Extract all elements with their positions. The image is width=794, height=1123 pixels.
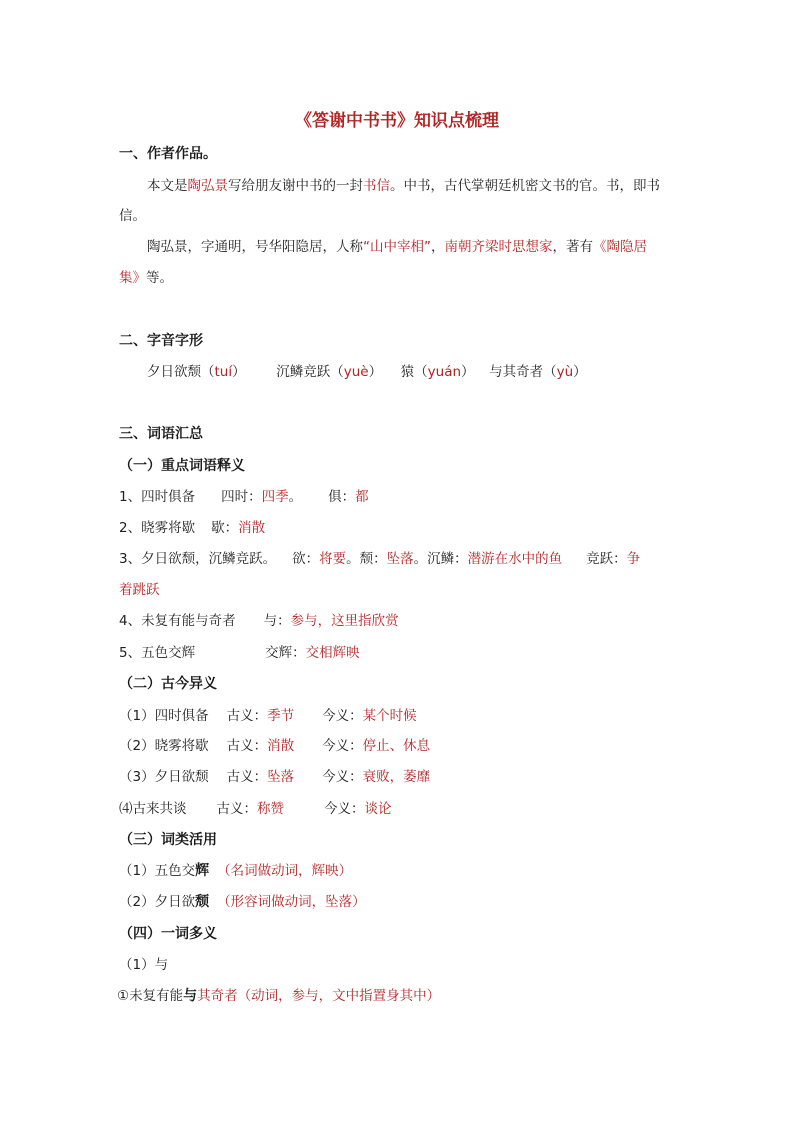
paragraph-line: 信。: [119, 208, 146, 224]
section-heading-vocabulary: 三、词语汇总: [119, 426, 203, 442]
section-heading-pronunciation: 二、字音字形: [119, 333, 203, 349]
paragraph-line: 本文是陶弘景写给朋友谢中书的一封书信。中书，古代掌朝廷机密文书的官。书，即书: [147, 178, 660, 194]
list-item: 4、未复有能与奇者 与：参与，这里指欣赏: [119, 613, 399, 629]
list-item: 2、晓雾将歇 歇：消散: [119, 520, 266, 536]
list-item: ⑷古来共谈 古义：称赞 今义：谈论: [119, 801, 392, 817]
list-item-continuation: 着跳跃: [119, 582, 160, 598]
list-item: （1）四时俱备 古义：季节 今义：某个时候: [119, 708, 417, 724]
list-item: （1）五色交辉 （名词做动词，辉映）: [119, 863, 353, 879]
subheading-word-class: （三）词类活用: [119, 832, 217, 848]
list-item: （1）与: [119, 957, 169, 973]
page-title: 《答谢中书书》知识点梳理: [295, 111, 499, 131]
list-item: 3、夕日欲颓，沉鳞竞跃。 欲：将要。颓：坠落。沉鳞：潜游在水中的鱼 竞跃：争: [119, 551, 641, 567]
list-item: ①未复有能与其奇者（动词，参与，文中指置身其中）: [117, 988, 441, 1004]
list-item: 1、四时俱备 四时：四季。 俱：都: [119, 489, 369, 505]
list-item: （2）夕日欲颓 （形容词做动词，坠落）: [119, 894, 366, 910]
subheading-polysemy: （四）一词多义: [119, 926, 217, 942]
list-item: （2）晓雾将歇 古义：消散 今义：停止、休息: [119, 738, 431, 754]
list-item: 5、五色交辉 交辉：交相辉映: [119, 645, 360, 661]
subheading-ancient-modern: （二）古今异义: [119, 676, 217, 692]
section-heading-author: 一、作者作品。: [119, 146, 217, 162]
pronunciation-line: 夕日欲颓（tuí） 沉鳞竞跃（yuè） 猿（yuán） 与其奇者（yù）: [147, 364, 587, 380]
paragraph-line: 陶弘景，字通明，号华阳隐居，人称“山中宰相”，南朝齐梁时思想家，著有《陶隐居: [147, 239, 647, 255]
list-item: （3）夕日欲颓 古义：坠落 今义：衰败，萎靡: [119, 769, 431, 785]
subheading-key-words: （一）重点词语释义: [119, 458, 245, 474]
paragraph-line: 集》等。: [119, 270, 173, 286]
